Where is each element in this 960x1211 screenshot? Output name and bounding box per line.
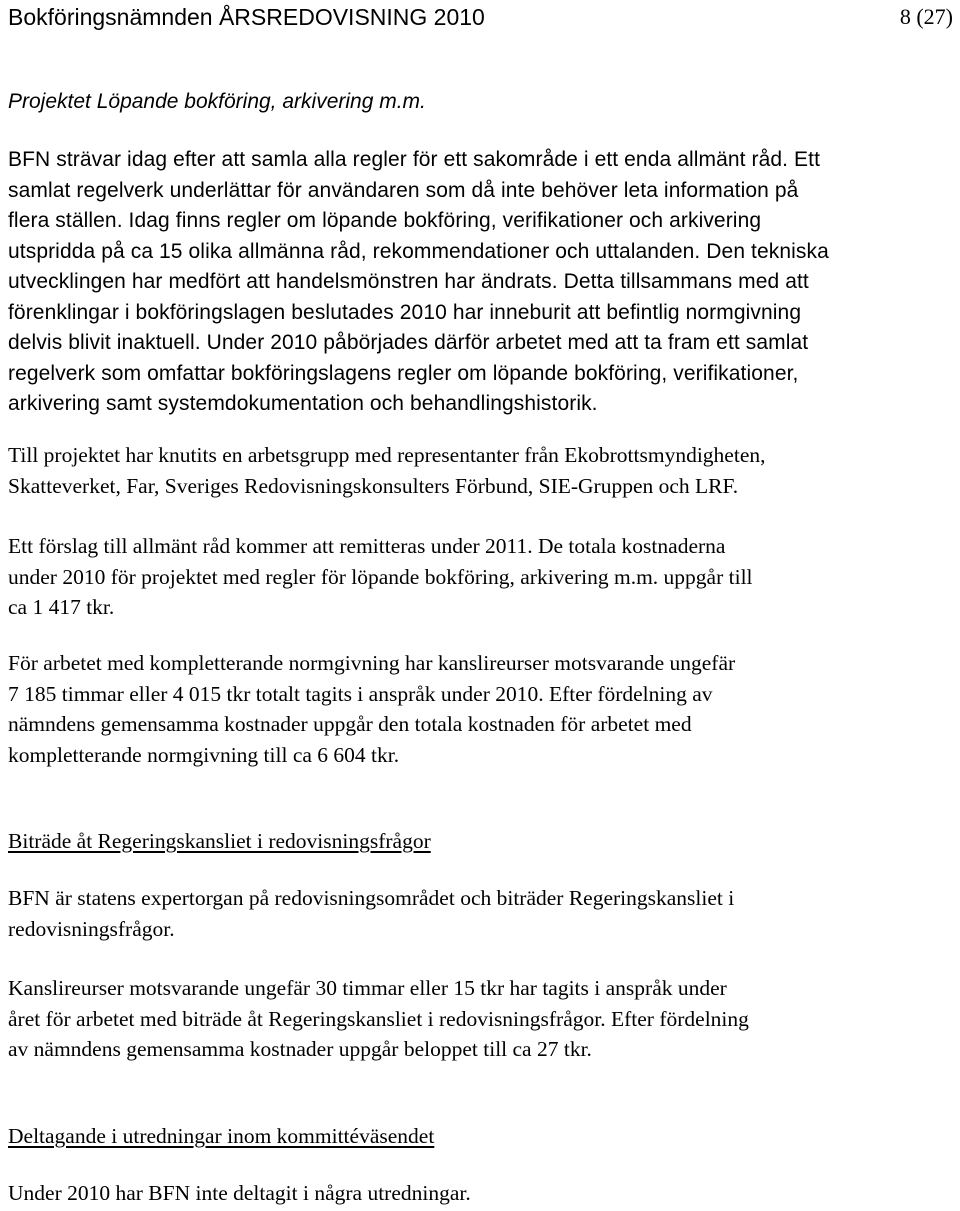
section-heading-assistance: Biträde åt Regeringskansliet i redovisningsfrågor <box>8 829 431 853</box>
text-line: delvis blivit inaktuell. Under 2010 påbörjades därför arbetet med att ta fram ett samlat <box>8 331 809 354</box>
text-line: Till projektet har knutits en arbetsgrupp med representanter från Ekobrottsmyndigheten, <box>8 443 766 467</box>
text-line: samlat regelverk underlättar för användaren som då inte behöver leta information på <box>8 178 799 202</box>
text-line: arkivering samt systemdokumentation och behandlingshistorik. <box>8 392 598 415</box>
text-line: nämndens gemensamma kostnader uppgår den totala kostnaden för arbetet med <box>8 712 692 736</box>
text-line: ca 1 417 tkr. <box>8 595 115 619</box>
text-line: BFN strävar idag efter att samla alla regler för ett sakområde i ett enda allmänt råd. Ett <box>8 148 821 171</box>
assistance-paragraph-2 <box>8 973 953 1065</box>
text-line: redovisningsfrågor. <box>8 916 175 941</box>
text-line: kompletterande normgivning till ca 6 604 tkr. <box>8 742 400 767</box>
project-intro-paragraph <box>8 145 953 420</box>
header-title: Bokföringsnämnden ÅRSREDOVISNING 2010 <box>8 4 485 30</box>
text-line: BFN är statens expertorgan på redovisningsområdet och biträder Regeringskansliet i <box>8 886 735 910</box>
section-heading-committees: Deltagande i utredningar inom kommittéväsendet <box>8 1124 435 1148</box>
working-group-paragraph <box>8 440 953 501</box>
text-line: utspridda på ca 15 olika allmänna råd, rekommendationer och uttalanden. Den tekniska <box>8 239 829 263</box>
text-line: Skatteverket, Far, Sveriges Redovisningskonsulters Förbund, SIE-Gruppen och LRF. <box>8 473 739 498</box>
text-line: Ett förslag till allmänt råd kommer att remitteras under 2011. De totala kostnaderna <box>8 534 726 558</box>
assistance-paragraph-1 <box>8 883 953 944</box>
text-line: Kanslireurser motsvarande ungefär 30 timmar eller 15 tkr har tagits i anspråk under <box>8 976 727 1000</box>
text-line: För arbetet med kompletterande normgivning har kanslireurser motsvarande ungefär <box>8 651 736 675</box>
committees-paragraph: Under 2010 har BFN inte deltagit i några utredningar. <box>8 1181 471 1205</box>
resources-paragraph <box>8 648 953 770</box>
text-line: utvecklingen har medfört att handelsmönstren har ändrats. Detta tillsammans med att <box>8 270 809 293</box>
text-line: 7 185 timmar eller 4 015 tkr totalt tagits i anspråk under 2010. Efter fördelning av <box>8 681 713 706</box>
text-line: förenklingar i bokföringslagen beslutades 2010 har inneburit att befintlig normgivning <box>8 300 802 324</box>
text-line: flera ställen. Idag finns regler om löpande bokföring, verifikationer och arkivering <box>8 209 762 232</box>
page-number: 8 (27) <box>899 4 953 29</box>
text-line: av nämndens gemensamma kostnader uppgår beloppet till ca 27 tkr. <box>8 1037 592 1061</box>
text-line: under 2010 för projektet med regler för löpande bokföring, arkivering m.m. uppgår till <box>8 564 753 589</box>
text-line: regelverk som omfattar bokföringslagens regler om löpande bokföring, verifikationer, <box>8 361 799 385</box>
proposal-paragraph <box>8 531 953 623</box>
text-line: året för arbetet med biträde åt Regeringskansliet i redovisningsfrågor. Efter fördelning <box>8 1006 749 1031</box>
section-title-project: Projektet Löpande bokföring, arkivering m.m. <box>8 90 426 113</box>
